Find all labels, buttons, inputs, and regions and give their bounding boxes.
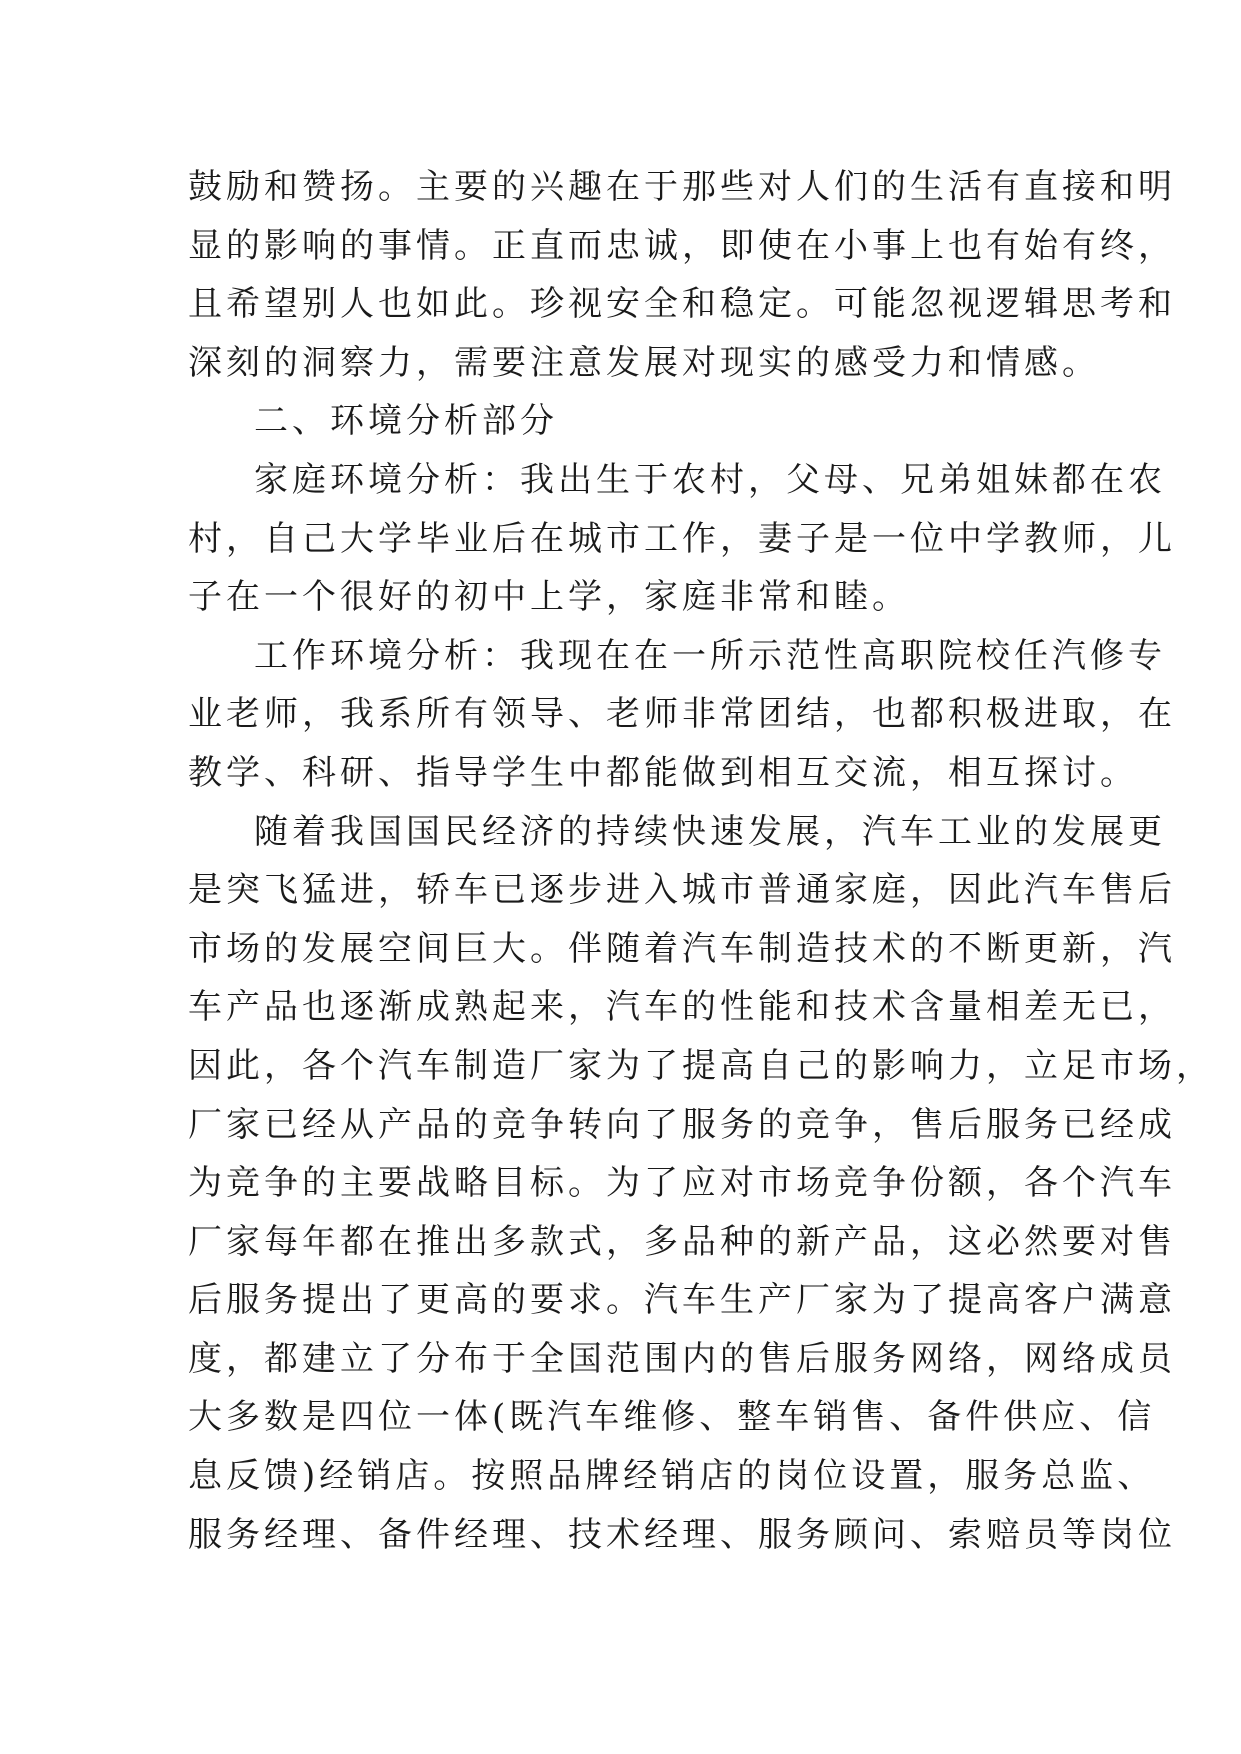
text-line: 教学、科研、指导学生中都能做到相互交流，相互探讨。: [188, 752, 1138, 793]
text-line: 后服务提出了更高的要求。汽车生产厂家为了提高客户满意: [188, 1280, 1176, 1321]
section-heading: 二、环境分析部分: [254, 401, 558, 442]
body-text: [188, 158, 1214, 1564]
text-line: 业老师，我系所有领导、老师非常团结，也都积极进取，在: [188, 694, 1176, 735]
text-line: 市场的发展空间巨大。伴随着汽车制造技术的不断更新，汽: [188, 928, 1176, 969]
text-line: 显的影响的事情。正直而忠诚，即使在小事上也有始有终，: [188, 225, 1176, 266]
text-line: 厂家每年都在推出多款式，多品种的新产品，这必然要对售: [188, 1221, 1176, 1262]
text-line: 鼓励和赞扬。主要的兴趣在于那些对人们的生活有直接和明: [188, 167, 1176, 207]
text-line: 息反馈)经销店。按照品牌经销店的岗位设置，服务总监、: [188, 1456, 1156, 1497]
text-line: 子在一个很好的初中上学，家庭非常和睦。: [188, 577, 910, 618]
text-line: 随着我国国民经济的持续快速发展，汽车工业的发展更: [254, 811, 1166, 852]
text-line: 是突飞猛进，轿车已逐步进入城市普通家庭，因此汽车售后: [188, 870, 1176, 911]
text-line: 家庭环境分析：我出生于农村，父母、兄弟姐妹都在农: [254, 459, 1166, 500]
text-line: 度，都建立了分布于全国范围内的售后服务网络，网络成员: [188, 1338, 1176, 1379]
text-line: 服务经理、备件经理、技术经理、服务顾问、索赔员等岗位: [188, 1514, 1176, 1555]
text-line: 车产品也逐渐成熟起来，汽车的性能和技术含量相差无已，: [188, 987, 1176, 1028]
text-line: 厂家已经从产品的竞争转向了服务的竞争，售后服务已经成: [188, 1104, 1176, 1145]
text-line: 大多数是四位一体(既汽车维修、整车销售、备件供应、信: [188, 1397, 1156, 1438]
text-line: 工作环境分析：我现在在一所示范性高职院校任汽修专: [254, 635, 1166, 676]
text-line: 且希望别人也如此。珍视安全和稳定。可能忽视逻辑思考和: [188, 284, 1176, 325]
text-line: 因此，各个汽车制造厂家为了提高自己的影响力，立足市场，: [188, 1045, 1214, 1086]
text-line: 深刻的洞察力，需要注意发展对现实的感受力和情感。: [188, 342, 1100, 383]
text-line: 村，自己大学毕业后在城市工作，妻子是一位中学教师，儿: [188, 518, 1176, 559]
text-line: 为竞争的主要战略目标。为了应对市场竞争份额，各个汽车: [188, 1163, 1176, 1204]
